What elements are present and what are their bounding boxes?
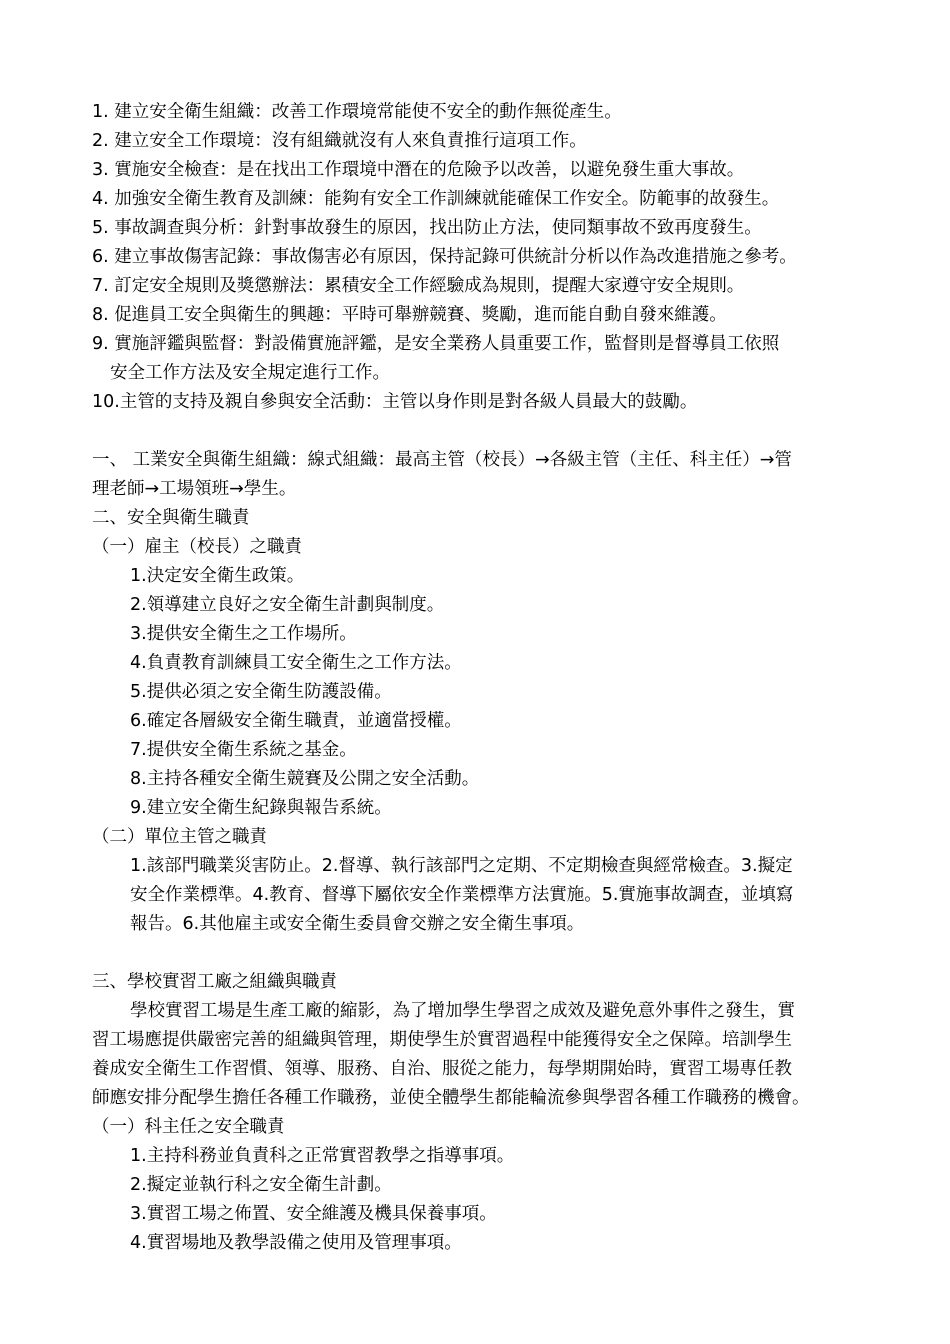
list-item: 7. 訂定安全規則及獎懲辦法：累積安全工作經驗成為規則，提醒大家遵守安全規則。 bbox=[92, 276, 745, 296]
subsection-heading: （一）雇主（校長）之職責 bbox=[92, 537, 302, 557]
section-heading: 一、 工業安全與衛生組織：線式組織：最高主管（校長）→各級主管（主任、科主任）→管 bbox=[92, 450, 792, 470]
list-item: 3. 實施安全檢查：是在找出工作環境中潛在的危險予以改善，以避免發生重大事故。 bbox=[92, 160, 745, 180]
list-item: 1. 建立安全衛生組織：改善工作環境常能使不安全的動作無從產生。 bbox=[92, 102, 622, 122]
subsection-heading: （一）科主任之安全職責 bbox=[92, 1117, 285, 1137]
list-item: 5. 事故調查與分析：針對事故發生的原因，找出防止方法，使同類事故不致再度發生。 bbox=[92, 218, 762, 238]
section-heading: 三、學校實習工廠之組織與職責 bbox=[92, 972, 337, 992]
duty-item: 8.主持各種安全衛生競賽及公開之安全活動。 bbox=[130, 769, 480, 789]
document-page bbox=[92, 98, 872, 1258]
duty-item: 6.確定各層級安全衛生職責，並適當授權。 bbox=[130, 711, 462, 731]
spacer bbox=[92, 939, 872, 968]
duty-paragraph-line: 1.該部門職業災害防止。2.督導、執行該部門之定期、不定期檢查與經常檢查。3.擬定 bbox=[130, 856, 793, 876]
duty-item: 9.建立安全衛生紀錄與報告系統。 bbox=[130, 798, 392, 818]
paragraph-line: 學校實習工場是生產工廠的縮影，為了增加學生學習之成效及避免意外事件之發生，實 bbox=[130, 1001, 795, 1021]
duty-item: 5.提供必須之安全衛生防護設備。 bbox=[130, 682, 392, 702]
duty-item: 4.負責教育訓練員工安全衛生之工作方法。 bbox=[130, 653, 462, 673]
paragraph-line: 師應安排分配學生擔任各種工作職務，並使全體學生都能輪流參與學習各種工作職務的機會。 bbox=[92, 1088, 810, 1108]
duty-item: 1.決定安全衛生政策。 bbox=[130, 566, 305, 586]
subsection-heading: （二）單位主管之職責 bbox=[92, 827, 267, 847]
list-item: 6. 建立事故傷害記錄：事故傷害必有原因，保持記錄可供統計分析以作為改進措施之參考。 bbox=[92, 247, 797, 267]
duty-item: 3.提供安全衛生之工作場所。 bbox=[130, 624, 357, 644]
list-item: 4. 加強安全衛生教育及訓練：能夠有安全工作訓練就能確保工作安全。防範事的故發生。 bbox=[92, 189, 780, 209]
duty-item: 3.實習工場之佈置、安全維護及機具保養事項。 bbox=[130, 1204, 497, 1224]
duty-item: 2.擬定並執行科之安全衛生計劃。 bbox=[130, 1175, 392, 1195]
list-item: 2. 建立安全工作環境：沒有組織就沒有人來負責推行這項工作。 bbox=[92, 131, 587, 151]
duty-item: 2.領導建立良好之安全衛生計劃與制度。 bbox=[130, 595, 445, 615]
duty-paragraph-line: 安全作業標準。4.教育、督導下屬依安全作業標準方法實施。5.實施事故調查，並填寫 bbox=[130, 885, 794, 905]
paragraph-line: 習工場應提供嚴密完善的組織與管理，期使學生於實習過程中能獲得安全之保障。培訓學生 bbox=[92, 1030, 792, 1050]
section-heading: 二、安全與衛生職責 bbox=[92, 508, 250, 528]
list-item: 8. 促進員工安全與衛生的興趣：平時可舉辦競賽、獎勵，進而能自動自發來維護。 bbox=[92, 305, 727, 325]
spacer bbox=[92, 417, 872, 446]
list-item-continuation: 安全工作方法及安全規定進行工作。 bbox=[110, 363, 390, 383]
list-item: 10.主管的支持及親自參與安全活動：主管以身作則是對各級人員最大的鼓勵。 bbox=[92, 392, 698, 412]
paragraph-line: 養成安全衛生工作習慣、領導、服務、自治、服從之能力，每學期開始時，實習工場專任教 bbox=[92, 1059, 792, 1079]
list-item: 9. 實施評鑑與監督：對設備實施評鑑，是安全業務人員重要工作，監督則是督導員工依照 bbox=[92, 334, 780, 354]
duty-item: 1.主持科務並負責科之正常實習教學之指導事項。 bbox=[130, 1146, 515, 1166]
duty-item: 4.實習場地及教學設備之使用及管理事項。 bbox=[130, 1233, 462, 1253]
duty-paragraph-line: 報告。6.其他雇主或安全衛生委員會交辦之安全衛生事項。 bbox=[130, 914, 585, 934]
duty-item: 7.提供安全衛生系統之基金。 bbox=[130, 740, 357, 760]
section-text: 理老師→工場領班→學生。 bbox=[92, 479, 297, 499]
